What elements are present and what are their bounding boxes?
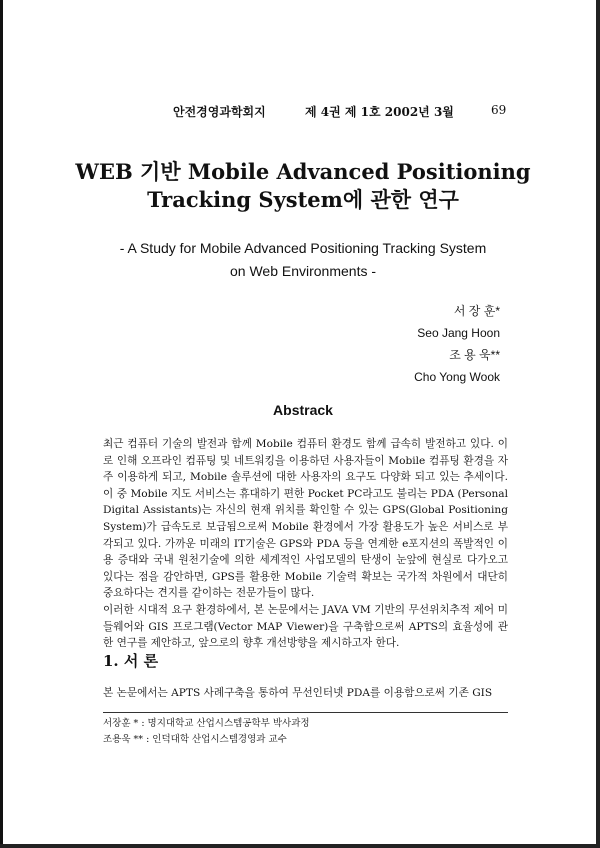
abstract-body [103,436,508,652]
footnote-2: 조용욱 ** : 인덕대학 산업시스템경영과 교수 [103,734,287,745]
abstract-paragraph-1: 최근 컴퓨터 기술의 발전과 함께 Mobile 컴퓨터 환경도 함께 급속히 발전하고 있다. 이로 인해 오프라인 컴퓨팅 및 네트워킹을 이용하던 사용자들이 Mobile 컴퓨팅 환경을 자주 이용하게 되고, Mobile 솔루션에 대한 사용자의 요구도 다양화 되고 있는 추세이다. 이 중 Mobile 지도 서비스는 휴대하기 편한 Pocket PC라고도 불리는 PDA (Personal Digital Assistants)는 자신의 현재 위치를 확인할 수 있는 GPS(Global Positioning System)가 급속도로 보급됨으로써 Mobile 환경에서 가장 활용도가 높은 서비스로 부각되고 있다. 가까운 미래의 IT기술은 GPS와 PDA 등을 연계한 e포지션의 폭발적인 이용 증대와 국내 원천기술에 의한 세계적인 사업모델의 탄생이 눈앞에 현실로 다가오고 있다는 점을 감안하면, GPS를 활용한 Mobile 기술력 확보는 국가적 차원에서 대단히 중요하다는 견지를 같이하는 전문가들이 많다. [103,438,508,600]
title-line-1: WEB 기반 Mobile Advanced Positioning [75,159,531,184]
section-text: 본 논문에서는 APTS 사례구축을 통하여 무선인터넷 PDA를 이용함으로써 기존 GIS [103,687,493,699]
abstract-heading: Abstrack [273,402,333,418]
author-2-korean: 조 용 욱** [449,348,500,362]
journal-name: 안전경영과학회지 [173,105,266,119]
page-number: 69 [491,103,507,117]
subtitle-line-2: on Web Environments - [229,263,377,279]
title-line-2: Tracking System에 관한 연구 [147,187,459,212]
author-1-korean: 서 장 훈* [453,304,500,318]
scan-edge-right [596,0,600,848]
footnote-divider [103,712,508,713]
paper-title [3,158,600,214]
section-heading: 1. 서 론 [103,652,159,670]
scan-edge-bottom [0,844,600,848]
abstract-paragraph-2: 이러한 시대적 요구 환경하에서, 본 논문에서는 JAVA VM 기반의 무선위치추적 제어 미들웨어와 GIS 프로그램(Vector MAP Viewer)을 구축함으로써 APTS의 효율성에 관한 연구를 제안하고, 앞으로의 향후 개선방향을 제시하고자 한다. [103,603,508,650]
author-block [414,300,500,388]
subtitle-line-1: - A Study for Mobile Advanced Positioning Tracking System [119,240,487,256]
author-2-english: Cho Yong Wook [414,370,500,384]
author-1-english: Seo Jang Hoon [417,326,500,340]
issue-info: 제 4권 제 1호 2002년 3월 [305,105,454,119]
footnote-1: 서장훈 * : 명지대학교 산업시스템공학부 박사과정 [103,718,310,729]
footnotes [103,716,310,748]
paper-subtitle [3,237,600,283]
